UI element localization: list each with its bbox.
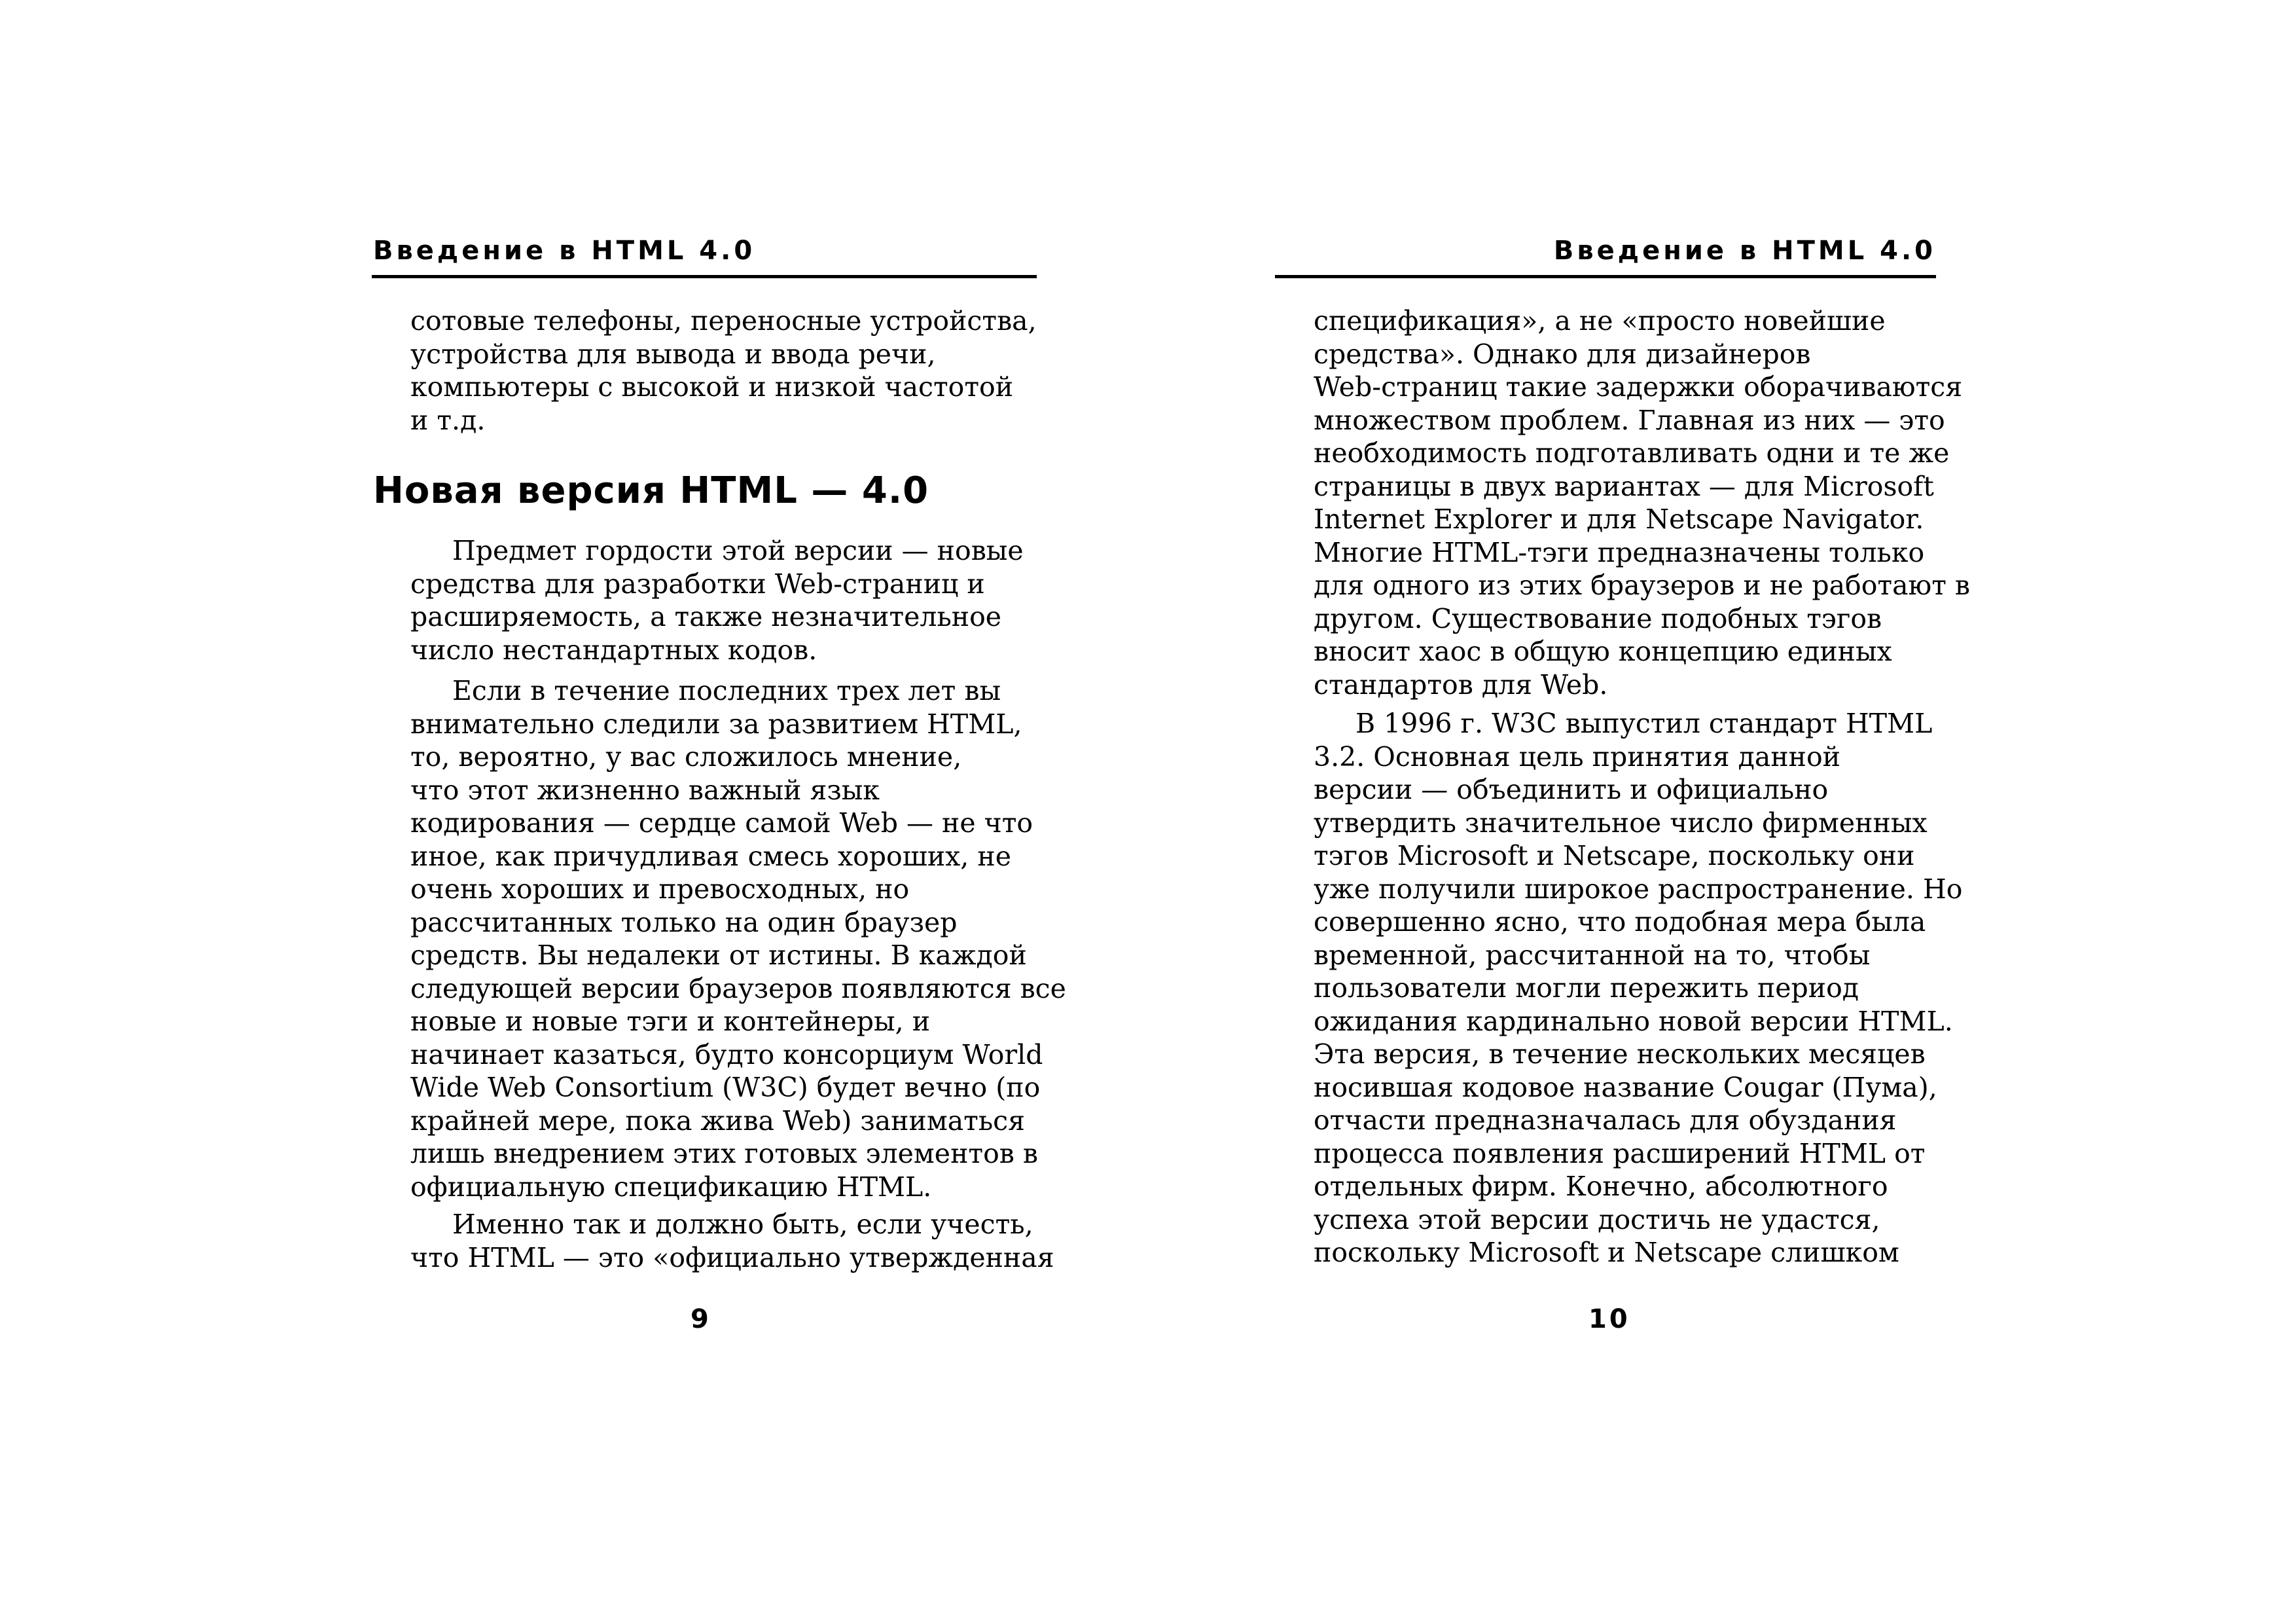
text-line: версии — объединить и официально — [1314, 774, 1829, 805]
text-line: стандартов для Web. — [1314, 668, 1608, 701]
text-line: устройства для вывода и ввода речи, — [410, 338, 936, 370]
text-line: что этот жизненно важный язык — [410, 774, 880, 806]
text-line: официальную спецификацию HTML. — [410, 1171, 932, 1203]
right-page — [1275, 0, 1970, 1623]
page-number: 10 — [1588, 1304, 1630, 1334]
text-line: следующей версии браузеров появляются все — [410, 972, 1066, 1004]
text-line: иное, как причудливая смесь хороших, не — [410, 840, 1011, 872]
text-line: В 1996 г. W3C выпустил стандарт HTML — [1355, 708, 1933, 739]
text-line: страницы в двух вариантах — для Microsoft — [1314, 470, 1934, 502]
running-head: Введение в HTML 4.0 — [1553, 236, 1936, 266]
text-line: процесса появления расширений HTML от — [1314, 1137, 1926, 1169]
running-head: Введение в HTML 4.0 — [373, 236, 756, 266]
header-rule — [1275, 275, 1936, 278]
text-line: компьютеры с высокой и низкой частотой — [410, 371, 1014, 403]
text-line: поскольку Microsoft и Netscape слишком — [1314, 1237, 1899, 1268]
paragraph — [410, 534, 1039, 666]
text-line: другом. Существование подобных тэгов — [1314, 602, 1882, 634]
text-line: вносит хаос в общую концепцию единых — [1314, 636, 1892, 667]
text-line: Эта версия, в течение нескольких месяцев — [1314, 1038, 1926, 1070]
text-line: спецификация», а не «просто новейшие — [1314, 305, 1886, 337]
text-line: средства». Однако для дизайнеров — [1314, 338, 1811, 370]
text-line: расширяемость, а также незначительное — [410, 601, 1002, 632]
text-line: Если в течение последних трех лет вы — [452, 675, 1001, 706]
text-line: Именно так и должно быть, если учесть, — [452, 1209, 1033, 1240]
text-line: уже получили широкое распространение. Но — [1314, 873, 1963, 905]
paragraph — [1314, 304, 1970, 701]
paragraph — [410, 674, 1066, 1203]
text-line: лишь внедрением этих готовых элементов в — [410, 1138, 1038, 1169]
text-line: крайней мере, пока жива Web) заниматься — [410, 1104, 1025, 1137]
left-page — [367, 0, 1066, 1623]
text-line: Многие HTML-тэги предназначены только — [1314, 536, 1925, 568]
text-line: тэгов Microsoft и Netscape, поскольку они — [1314, 840, 1915, 871]
text-line: внимательно следили за развитием HTML, — [410, 708, 1022, 740]
text-line: успеха этой версии достичь не удастся, — [1314, 1203, 1880, 1235]
text-line: необходимость подготавливать одни и те же — [1314, 437, 1950, 469]
paragraph — [410, 1208, 1054, 1274]
text-line: начинает казаться, будто консорциум World — [410, 1038, 1043, 1070]
page-number: 9 — [691, 1304, 711, 1334]
text-line: временной, рассчитанной на то, чтобы — [1314, 939, 1871, 971]
text-line: для одного из этих браузеров и не работают в — [1314, 570, 1970, 601]
text-line: очень хороших и превосходных, но — [410, 873, 910, 905]
text-line: носившая кодовое название Cougar (Пума), — [1314, 1071, 1937, 1103]
text-line: средств. Вы недалеки от истины. В каждой — [410, 939, 1027, 971]
text-line: ожидания кардинально новой версии HTML. — [1314, 1005, 1953, 1037]
text-line: кодирования — сердце самой Web — не что — [410, 807, 1033, 839]
continuation-paragraph — [410, 304, 1039, 437]
text-line: число нестандартных кодов. — [410, 634, 817, 666]
paragraph — [1314, 707, 1963, 1269]
text-line: средства для разработки Web-страниц и — [410, 568, 985, 600]
text-line: то, вероятно, у вас сложилось мнение, — [410, 741, 962, 773]
text-line: новые и новые тэги и контейнеры, и — [410, 1006, 931, 1037]
text-line: совершенно ясно, что подобная мера была — [1314, 906, 1926, 938]
text-line: отчасти предназначалась для обуздания — [1314, 1104, 1897, 1136]
text-line: Internet Explorer и для Netscape Navigator. — [1314, 503, 1924, 535]
text-line: и т.д. — [410, 404, 486, 436]
text-line: отдельных фирм. Конечно, абсолютного — [1314, 1171, 1888, 1202]
text-line: Web-страниц такие задержки оборачиваются — [1314, 371, 1963, 403]
header-rule — [372, 275, 1037, 278]
text-line: 3.2. Основная цель принятия данной — [1314, 740, 1840, 773]
text-line: пользователи могли пережить период — [1314, 972, 1859, 1004]
text-line: Wide Web Consortium (W3C) будет вечно (по — [410, 1072, 1041, 1103]
text-line: множеством проблем. Главная из них — это — [1314, 404, 1945, 436]
text-line: Предмет гордости этой версии — новые — [452, 535, 1024, 566]
section-heading: Новая версия HTML — 4.0 — [373, 469, 929, 512]
text-line: сотовые телефоны, переносные устройства, — [410, 305, 1037, 337]
text-line: что HTML — это «официально утвержденная — [410, 1241, 1054, 1273]
text-line: рассчитанных только на один браузер — [410, 906, 958, 938]
text-line: утвердить значительное число фирменных — [1314, 807, 1928, 839]
